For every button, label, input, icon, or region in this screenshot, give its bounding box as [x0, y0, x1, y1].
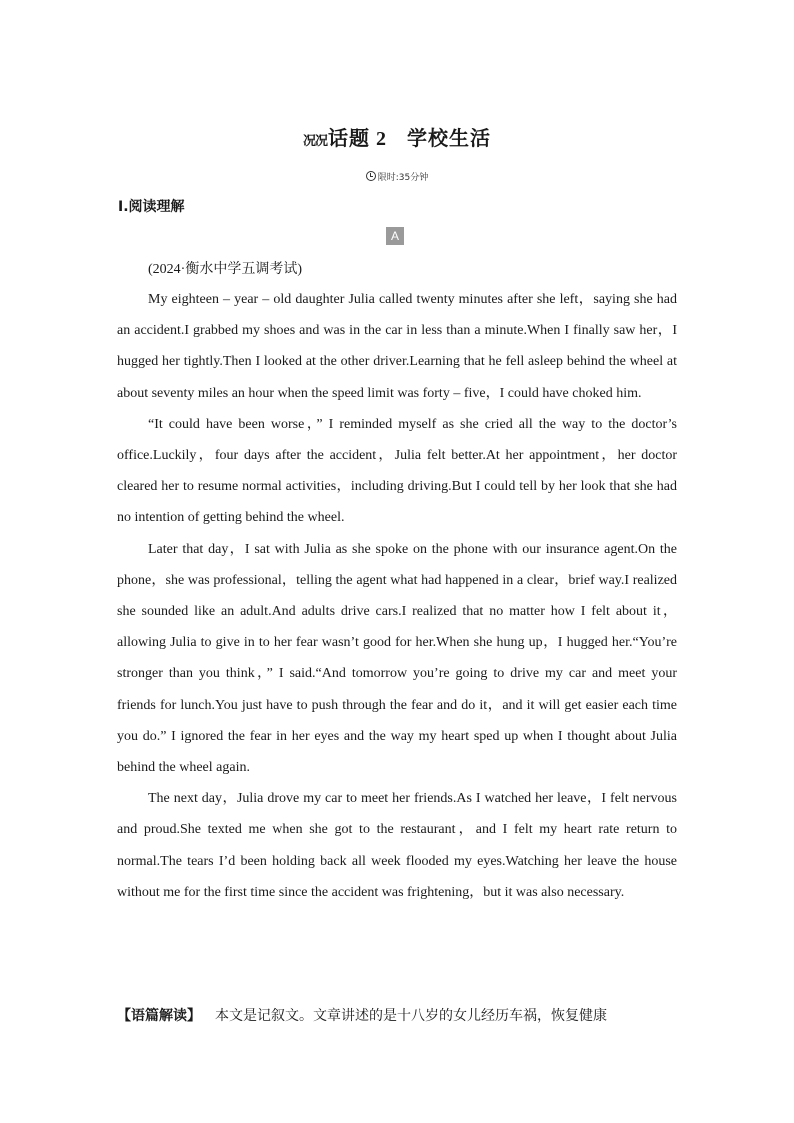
clock-icon — [366, 171, 376, 181]
time-limit — [0, 170, 794, 183]
topic-number: 话题 2 — [328, 128, 387, 150]
page-title — [0, 122, 794, 151]
analysis-label: 【语篇解读】 — [117, 1008, 201, 1024]
paragraph-4: The next day，Julia drove my car to meet her friends.As I watched her leave，I felt nervous and proud.She texted me when she got to the restaurant，and I felt my heart rate return to normal.The tears I’d been holding back all week flooded my eyes.Watching her leave the house without me for the first time since the accident was frightening，but it was also necessary. — [117, 791, 677, 900]
paragraph-3: Later that day，I sat with Julia as she spoke on the phone with our insurance agent.On the phone，she was professional，telling the agent what had happened in a clear，brief way.I realized she sounded like an adult.And adults drive cars.I realized that no matter how I felt about it，allowing Julia to give in to her fear wasn’t good for her.When she hung up，I hugged her.“You’re stronger than you think，” I said.“And tomorrow you’re going to drive my car and meet your friends for lunch.You just have to push through the fear and do it，and it will get easier each time you do.” I ignored the fear in her eyes and the way my heart sped up when I thought about Julia behind the wheel again. — [117, 541, 677, 776]
title-prefix: 况况 — [302, 133, 327, 148]
section-heading: Ⅰ.阅读理解 — [118, 199, 185, 215]
analysis-text: 本文是记叙文。文章讲述的是十八岁的女儿经历车祸，恢复健康 — [215, 1008, 607, 1024]
paragraph-1: My eighteen – year – old daughter Julia called twenty minutes after she left，saying she had an accident.I grabbed my shoes and was in the car in less than a minute.When I finally saw her，I hugged her tightly.Then I looked at the other driver.Learning that he fell asleep behind the wheel at about seventy miles an hour when the speed limit was forty – five，I could have choked him. — [117, 292, 677, 401]
discourse-analysis — [117, 1004, 677, 1028]
passage-badge: A — [386, 227, 404, 245]
passage-source: (2024·衡水中学五调考试) — [148, 262, 302, 277]
passage-body — [117, 284, 677, 908]
time-limit-text: 限时:35分钟 — [377, 173, 429, 183]
topic-name: 学校生活 — [407, 128, 491, 150]
paragraph-2: “It could have been worse，” I reminded myself as she cried all the way to the doctor’s office.Luckily，four days after the accident，Julia felt better.At her appointment，her doctor cleared her to resume normal activities，including driving.But I could tell by her look that she had no intention of getting behind the wheel. — [117, 416, 677, 526]
